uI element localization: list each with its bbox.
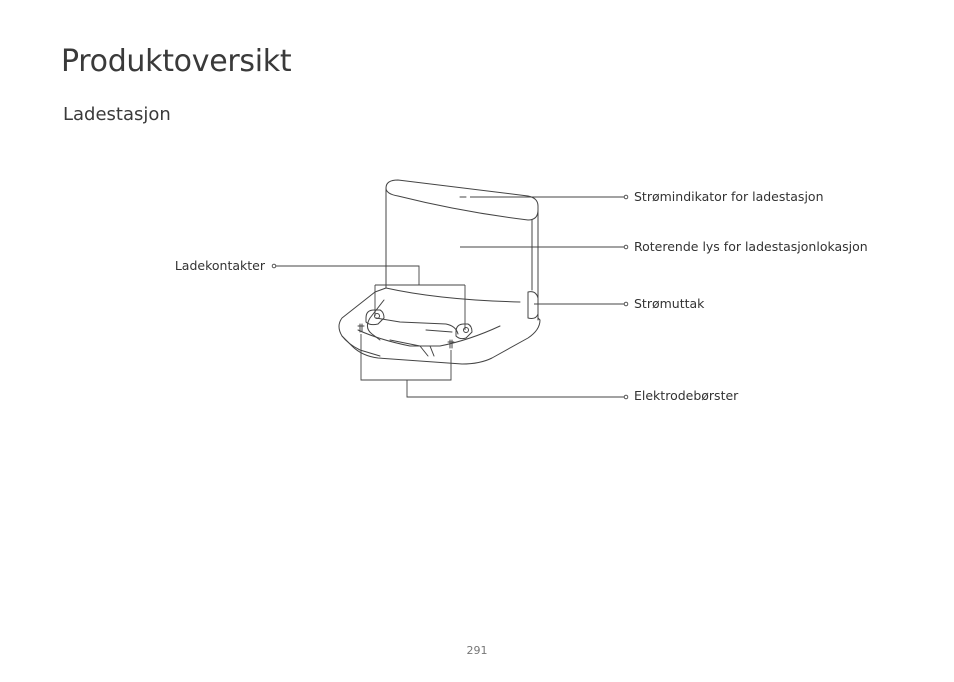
callout-charging-contacts: Ladekontakter [174, 258, 265, 273]
section-title: Ladestasjon [63, 104, 171, 125]
dock-top-cap [386, 180, 538, 220]
callout-electrode-brushes: Elektrodebørster [634, 388, 739, 403]
callout-lines [272, 195, 628, 399]
dock-tower-body [386, 188, 538, 320]
page-title: Produktoversikt [61, 44, 292, 79]
callout-line-contacts [276, 266, 465, 330]
callout-rotating-light: Roterende lys for ladestasjonlokasjon [634, 239, 868, 254]
dock-power-outlet [528, 292, 538, 319]
callout-power-indicator: Strømindikator for ladestasjon [634, 189, 824, 204]
charging-dock-illustration [339, 180, 540, 364]
callout-power-outlet: Strømuttak [634, 296, 705, 311]
page-number: 291 [466, 644, 488, 657]
